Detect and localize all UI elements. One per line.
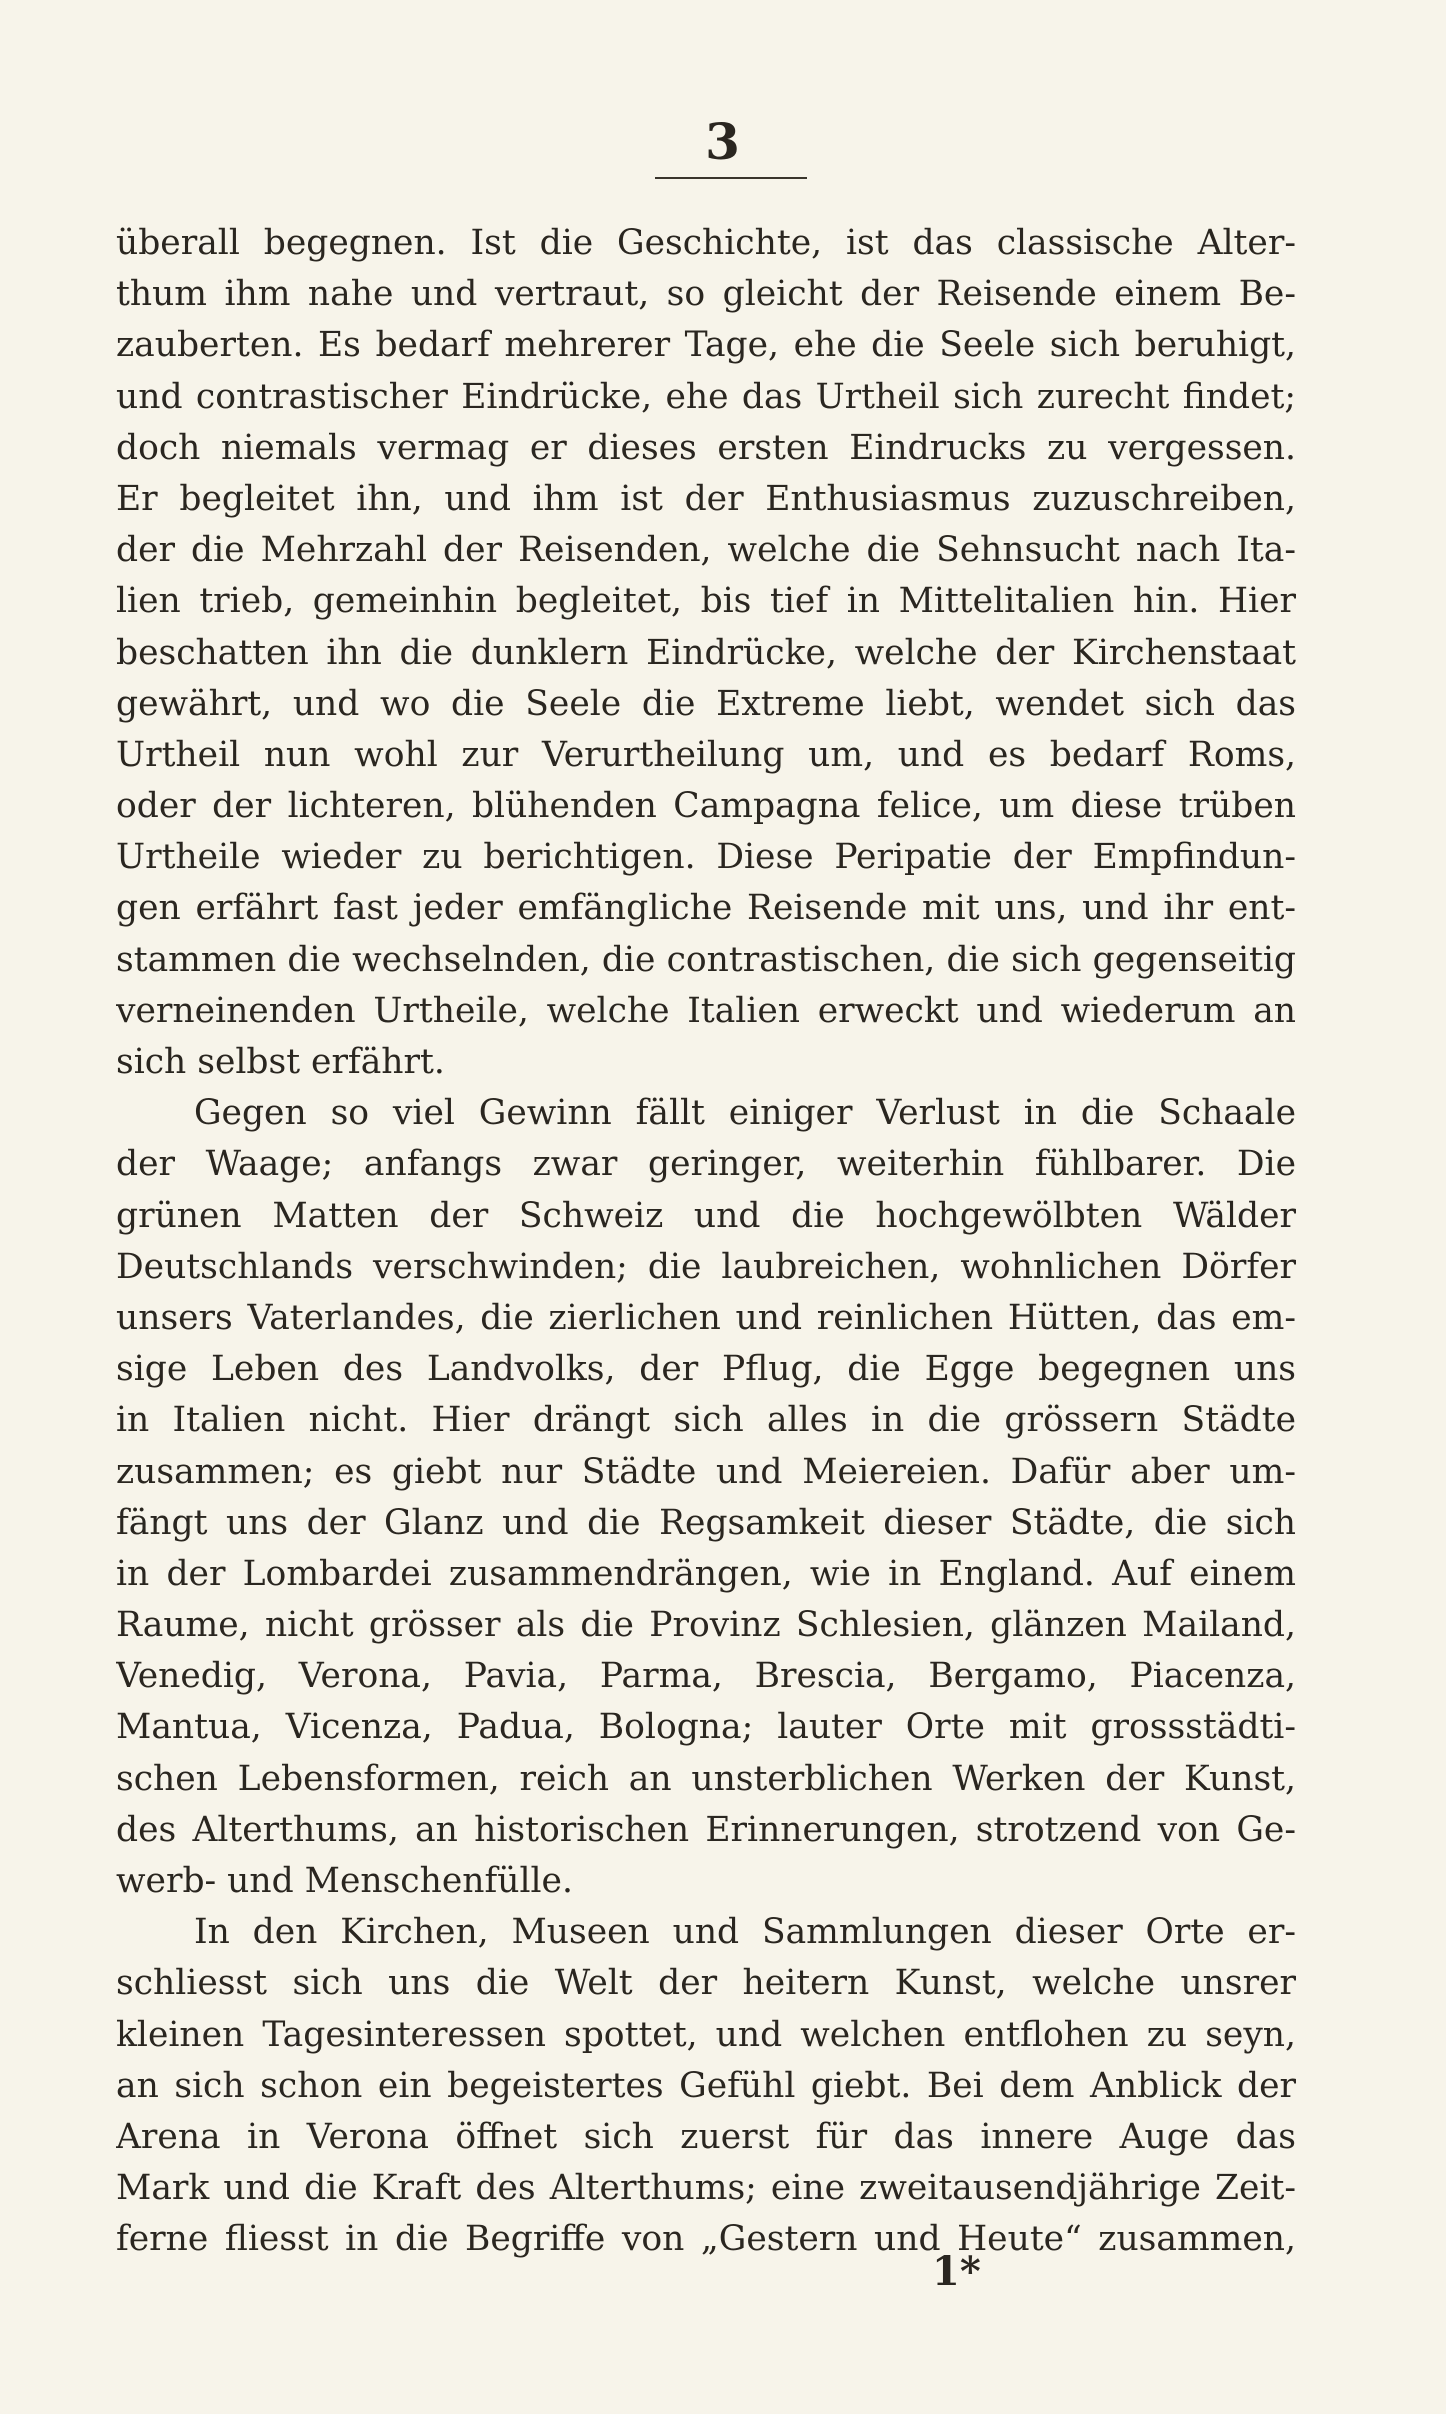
text-line: kleinen Tagesinteressen spottet, und welchen entflohen zu seyn, (116, 2014, 1296, 2055)
text-line: Mark und die Kraft des Alterthums; eine zweitausendjährige Zeit- (116, 2168, 1296, 2209)
text-line: unsers Vaterlandes, die zierlichen und reinlichen Hütten, das em- (116, 1297, 1296, 1338)
body-text (116, 218, 1296, 2266)
text-line: Deutschlands verschwinden; die laubreichen, wohnlichen Dörfer (116, 1246, 1296, 1287)
text-line: grünen Matten der Schweiz und die hochgewölbten Wälder (116, 1195, 1296, 1236)
text-line: beschatten ihn die dunklern Eindrücke, welche der Kirchenstaat (116, 632, 1296, 673)
text-line: überall begegnen. Ist die Geschichte, ist das classische Alter- (116, 223, 1296, 263)
text-line: und contrastischer Eindrücke, ehe das Urtheil sich zurecht findet; (116, 376, 1296, 417)
paragraph-end-line: sich selbst erfährt. (116, 1042, 445, 1082)
text-line: an sich schon ein begeistertes Gefühl giebt. Bei dem Anblick der (116, 2065, 1296, 2106)
text-line: der die Mehrzahl der Reisenden, welche die Sehnsucht nach Ita- (116, 530, 1296, 571)
text-line: Urtheile wieder zu berichtigen. Diese Peripatie der Empfindun- (116, 837, 1296, 878)
text-line: stammen die wechselnden, die contrastischen, die sich gegenseitig (116, 939, 1296, 980)
text-line: gen erfährt fast jeder emfängliche Reisende mit uns, und ihr ent- (116, 888, 1296, 929)
text-line: Urtheil nun wohl zur Verurtheilung um, und es bedarf Roms, (116, 734, 1296, 775)
text-line: verneinenden Urtheile, welche Italien erweckt und wiederum an (116, 990, 1296, 1031)
text-line: doch niemals vermag er dieses ersten Eindrucks zu vergessen. (116, 427, 1296, 468)
text-line: ferne fliesst in die Begriffe von „Gestern und Heute“ zusammen, (116, 2219, 1296, 2260)
text-line: Venedig, Verona, Pavia, Parma, Brescia, Bergamo, Piacenza, (116, 1656, 1296, 1697)
text-line: Mantua, Vicenza, Padua, Bologna; lauter Orte mit grossstädti- (116, 1707, 1296, 1748)
text-line: in Italien nicht. Hier drängt sich alles in die grössern Städte (116, 1400, 1296, 1441)
text-line: Arena in Verona öffnet sich zuerst für das innere Auge das (116, 2116, 1296, 2157)
signature-mark: 1* (932, 2248, 981, 2295)
text-line: oder der lichteren, blühenden Campagna felice, um diese trüben (116, 786, 1296, 827)
text-line: zusammen; es giebt nur Städte und Meiereien. Dafür aber um- (116, 1451, 1296, 1492)
text-line: sige Leben des Landvolks, der Pflug, die Egge begegnen uns (116, 1349, 1296, 1390)
header-rule (655, 177, 807, 179)
paragraph-start-line: In den Kirchen, Museen und Sammlungen dieser Orte er- (194, 1912, 1296, 1953)
text-line: thum ihm nahe und vertraut, so gleicht der Reisende einem Be- (116, 274, 1296, 315)
page-number: 3 (705, 112, 741, 171)
paragraph-end-line: werb- und Menschenfülle. (116, 1861, 573, 1901)
text-line: fängt uns der Glanz und die Regsamkeit dieser Städte, die sich (116, 1502, 1296, 1543)
text-line: schliesst sich uns die Welt der heitern Kunst, welche unsrer (116, 1963, 1296, 2004)
text-line: der Waage; anfangs zwar geringer, weiterhin fühlbarer. Die (116, 1144, 1296, 1185)
text-line: in der Lombardei zusammendrängen, wie in England. Auf einem (116, 1553, 1296, 1594)
text-line: zauberten. Es bedarf mehrerer Tage, ehe die Seele sich beruhigt, (116, 325, 1296, 366)
text-line: Raume, nicht grösser als die Provinz Schlesien, glänzen Mailand, (116, 1605, 1296, 1646)
text-line: gewährt, und wo die Seele die Extreme liebt, wendet sich das (116, 683, 1296, 724)
text-line: Er begleitet ihn, und ihm ist der Enthusiasmus zuzuschreiben, (116, 478, 1296, 519)
paragraph-start-line: Gegen so viel Gewinn fällt einiger Verlust in die Schaale (194, 1093, 1296, 1134)
text-line: lien trieb, gemeinhin begleitet, bis tief in Mittelitalien hin. Hier (116, 581, 1296, 622)
text-line: des Alterthums, an historischen Erinnerungen, strotzend von Ge- (116, 1809, 1296, 1850)
text-line: schen Lebensformen, reich an unsterblichen Werken der Kunst, (116, 1758, 1296, 1799)
